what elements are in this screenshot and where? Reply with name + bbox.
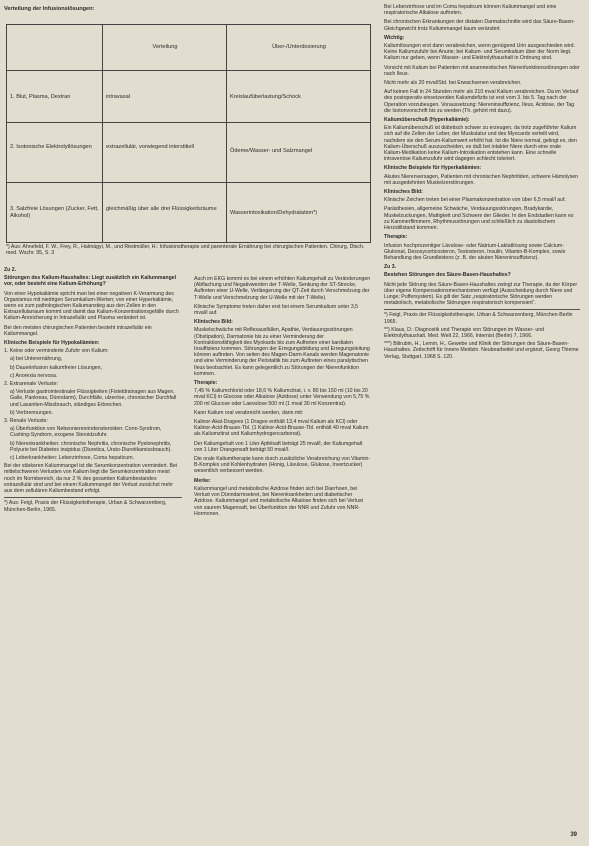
column-header-distribution: Verteilung <box>152 44 178 50</box>
list-item: 2. Extrarenale Verluste: <box>4 381 58 388</box>
table-row-label: 1. Blut, Plasma, Dextran <box>10 94 71 100</box>
section-heading: Therapie: <box>194 380 218 387</box>
section-heading: Merke: <box>194 477 211 484</box>
left-column <box>4 264 182 516</box>
table-cell-dosage: Wasserintoxikation/Dehydratation*) <box>230 210 318 216</box>
section-heading: Therapie: <box>384 234 408 241</box>
list-item: a) Verluste gastrointestinaler Flüssigkeiten (Fisteldrainagen aus Magen, Galle, Pankreas, Dünndarm), Durchfälle, ulzeröse, chronischer Durchfall und Laxantien-Missbrauch, ständiges Erbrechen. <box>10 389 177 408</box>
question-heading: Bestehen Störungen des Säure-Basen-Haushaltes? <box>384 272 511 279</box>
paragraph: Der Kaliumgehalt von 1 Liter Apfelsaft beträgt 25 mval/l, der Kaliumgehalt von 1 Liter Orangensaft beträgt 50 mval/l. <box>194 440 363 453</box>
paragraph: Kaliummangel und metabolische Azidose finden sich bei Diarrhoen, bei Verlust von Dünndarmsekret, bei Nierenkrankheiten und diabetischer Azidose. Kaliummangel und metabolische Alkalose finden sich bei Verlust von saurem Magensaft, bei Überfunktion der NNR und Zufuhr von NNR-Hormonen. <box>194 485 363 517</box>
list-item: b) Verbrennungen. <box>10 409 53 416</box>
footnote: *) Aus: Feigl, Praxis der Flüssigkeitstherapie, Urban & Schwarzenberg, München-Berlin, 1965. <box>4 497 182 512</box>
paragraph: Kalinor-Akal-Dragees (1 Dragee enthält 13,4 mval Kalium als KCl) oder Kalinor-Acid-Brause-Tbl. (1 Kalinor-Acid-Brause-Tbl. enthält 40 mval Kalium als Kaliumzitrat und Kaliumhydrogencarbonat). <box>194 419 369 438</box>
right-column <box>384 4 580 362</box>
paragraph: Die orale Kaliumtherapie kann durch zusätzliche Verabreichung von Vitamin-B-Komplex und Kohlenhydraten (Honig, Lävulose, Glukose, Invertzucker) wesentlich verbessert werden. <box>194 456 371 475</box>
paragraph: Auf keinen Fall in 24 Stunden mehr als 210 mval Kalium verabreichen. Da im Verlauf des postoperativ einsetzenden Kaliumdefizits ist erst vom 3. bis 5. Tag nach der Operation vorzubeugen. Voraussetzung: Niereninsuffizienz, Ileus, Acidose, der Tag die Isotonvorschrift bis zu werden (Th. gehört mit dazu). <box>384 89 579 114</box>
section-heading: Klinische Beispiele für Hyperkaliämien: <box>384 165 482 172</box>
footnote: ***) Bilirubin, H., Lemm, H., Gewebe und Klinik der Störungen des Säure-Basen-Haushaltes. Zeitschrift für Innere Medizin. Neubearbeitet und ergänzt, Georg Thieme Verlag, Stuttgart, 1968 S. 120. <box>384 341 579 360</box>
list-item: b) Dauerinfusion kaliumfreier Lösungen, <box>10 364 102 371</box>
table-cell-distribution: extrazellulär, vorwiegend interstitiell <box>106 144 194 150</box>
section-heading: Zu 3. <box>384 264 397 271</box>
list-item: 1. Keine oder verminderte Zufuhr von Kalium: <box>4 348 109 355</box>
paragraph: Muskelschwäche mit Reflexausfällen, Apathie, Verdauungsstörungen (Obstipation), Darmatonie bis zu einer Verminderung der Kontraktionsfähigkeit des Myokards bis zum Auftreten einer kardialen Insuffizienz kommen. Störungen der Erregungsbildung und Erregungsleitung können auftreten. Von seiten des Magen-Darm-Kanals werden Magenatonie und eine Verminderung der Peristaltik bis zum Auftreten eines paralytischen Ileus beobachtet. Es kann gelegentlich zu Störungen der Nierenfunktion kommen. <box>194 327 370 377</box>
paragraph: Vorsicht mit Kalium bei Patienten mit anamnestischen Nierenfunktionsstörungen oder nach Ileus. <box>384 64 580 77</box>
paragraph: Bei der stärkeren Kaliummangel ist die Serumkonzentration vermindert. Bei mittelschweren Verlusten von Kalium liegt die Serumkonzentration meist noch im Normbereich, da nur 2 % des gesamten Kaliumbestandes extrazellulär sind und bei einem Kaliummangel der Verlust zunächst mehr aus dem zellulären Kaliumbestand erfolgt. <box>4 463 177 495</box>
column-header-dosage: Über-/Unterdosierung <box>272 44 326 50</box>
section-heading: Wichtig: <box>384 34 405 41</box>
paragraph: Auch im EKG kommt es bei einem erhöhten Kaliumgehalt zu Veränderungen (Abflachung und Negativwerden der T-Welle, Senkung der ST-Strecke, Auftreten einer U-Welle, Verlängerung der QT-Zeit durch Verschmelzung der T-Welle und Verschmelzung der U-Welle mit der T-Welle). <box>194 276 371 301</box>
paragraph: Nicht jede Störung des Säure-Basen-Haushaltes zwingt zur Therapie, da der Körper über eigene Kompensationsmechanismen verfügt (Ausscheidung durch Niere und Lunge; Puffersystem). Es gilt der Satz „respiratorische Störungen werden metabolisch, metabolische Störungen respiratorisch kompensiert“. <box>384 281 578 307</box>
paragraph: Klinische Symptome treten daher erst bei einem Serumkalium unter 3,5 mval/l auf. <box>194 303 359 317</box>
table-footnote: *) Aus: Ahnefeld, F. W., Frey, R., Halmágyi, M., und Riedmüller, H.: Infusionstherapie und parenterale Ernährung bei chirurgischen Patienten. Chirurg, Dtsch. med. Wschr. 95, S. 3 <box>6 244 365 257</box>
paragraph: Von einer Hypokaliämie spricht man bei einer negativen K-Verarmung des Organismus mit niedrigen Serumkalium-Werten; von einer Hyperkaliämie, wenn es zum pathologischen Kaliumanstieg aus den Zellen in den Extrazellularraum kommt und damit das Kalium-Konzentrationsgefälle durch Kalium-Anreicherung in Intrazellulär und Plasma verändert ist. <box>4 290 179 322</box>
question-heading: Störungen des Kalium-Haushaltes: Liegt zusätzlich ein Kaliummangel vor, oder besteht eine Kalium-Erhöhung? <box>4 275 177 288</box>
table-cell-dosage: Ödeme/Wasser- und Salzmangel <box>230 148 313 154</box>
table-cell-distribution: gleichmäßig über alle drei Flüssigkeitsräume <box>106 206 217 212</box>
distribution-table <box>6 24 371 257</box>
footnote: **) Klaus, D.: Diagnostik und Therapie von Störungen im Wasser- und Elektrolythaushalt. Med. Welt 22, 1966, Internist (Berlin) 7, 1966. <box>384 326 545 339</box>
table-cell-distribution: intravasal <box>106 94 130 100</box>
paragraph: Kann Kalium oral verabreicht werden, dann mit: <box>194 409 304 416</box>
footnote: *) Feigl, Praxis der Flüssigkeitstherapie, Urban & Schwarzenberg, München-Berlin 1965. <box>384 312 573 325</box>
section-heading: Zu 2. <box>4 267 17 273</box>
table-row-label: 3. Salzfreie Lösungen (Zucker, Fett, Alkohol) <box>10 206 99 219</box>
paragraph: 7,45 % Kaliumchlorid oder 18,6 % Kaliumcitrat, i. v. 80 bis 150 ml (10 bis 20 mval KCl) in Glucose oder Alkalose (Azidose) unter Verwendung von 5,75 % 200 ml Glucose oder Laevulose 500 ml (1 mval 30 ml Konzentrat). <box>194 388 370 407</box>
list-item: c) Anorexia nervosa. <box>10 372 58 379</box>
list-heading: Klinische Beispiele für Hypokaliämien: <box>4 340 100 347</box>
table-title: Verteilung der Infusionslösungen: <box>4 6 95 12</box>
table-cell-dosage: Kreislaufüberlastung/Schock <box>230 94 301 100</box>
paragraph: Infusion hochprozentiger Lävulose- oder Natrium-Laktatlösung sowie Calcium-Glukonat, Desoxycorticosteron, Testosteron, Insulin, Vitamin-B-Komplex, sowie Behandlung des Grundleidens (z. B. der akuten Niereninsuffizienz). <box>384 242 566 261</box>
section-heading: Kaliumüberschuß (Hyperkaliämie): <box>384 117 470 124</box>
page-number: 39 <box>570 832 577 838</box>
list-item: 3. Renale Verluste: <box>4 418 48 425</box>
table-row-label: 2. Isotonische Elektrolytlösungen <box>10 144 92 150</box>
paragraph: Kaliumlösungen erst dann verabreichen, wenn genügend Urin ausgeschieden wird. Keine Kaliumzufuhr bei Anurie; bei Kalium- und Serumkalium über der Norm liegt. Kalium nur geben, wenn Wasser- und Elektrolythaushalt in Ordnung sind. <box>384 43 575 62</box>
list-item: a) bei Unterernährung, <box>10 356 63 363</box>
paragraph: Ein Kaliumüberschuß ist diätetisch schwer zu erzeugen, da trotz zugeführter Kalium sich auf die Zellen der Leber, der Muskulatur und des Myocards verteilt wird, nachdem sie den Serum-Kaliumwert erhöht hat. Ist die Niere normal, gelingt es, den Kalium-Überschuß auszuscheiden, es daß bei intakter Niere durch eine orale Kalium-Medikation keine Kalium-Intoxikation entstehen kann. Eine schnelle intravenöse Kaliumzufuhr wird dagegen schlecht toleriert. <box>384 125 577 163</box>
list-item: c) Leberkrankheiten: Leberzirrhose, Coma hepaticum. <box>10 455 134 462</box>
section-heading: Klinisches Bild: <box>194 319 233 326</box>
middle-column <box>194 276 372 520</box>
footnotes <box>384 309 580 359</box>
section-heading: Klinisches Bild: <box>384 189 423 196</box>
list-item: a) Überfunktion von Nebennierenrindensteroiden: Conn-Syndrom, Cushing-Syndrom, exogene Steroidzufuhr. <box>10 426 162 439</box>
paragraph: Akutes Nierenversagen, Patienten mit chronischen Nephritiden, schwere Hämolysen mit ausgedehnten Muskelzerstörungen. <box>384 173 579 186</box>
paragraph: Parästhesien, allgemeine Schwäche, Verdauungsstörungen, Bradykardie, Muskelzuckungen, Mattigkeit und Schwere der Glieder. In den Endstadien kann es zu Kammerflimmern, Rhythmusstörungen und schließlich zu diastolischem Herzstillstand kommen. <box>384 206 574 232</box>
paragraph: Nicht mehr als 20 mval/Std. bei Erwachsenen verabreichen. <box>384 80 522 87</box>
paragraph: Bei chronischen Erkrankungen der distalen Darmabschnitte wird das Säure-Basen-Gleichgewicht trotz Kaliummangel kaum verändert. <box>384 19 575 32</box>
paragraph: Bei den meisten chirurgischen Patienten besteht intrazellulär ein Kaliummangel. <box>4 324 152 337</box>
paragraph: Bei Leberzirrhose und im Coma hepaticum können Kaliummangel und eine respiratorische Alkalose auftreten. <box>384 4 557 17</box>
paragraph: Klinische Zeichen treten bei einer Plasmakonzentration von über 6,5 mval/l auf. <box>384 197 566 204</box>
list-item: b) Nierenkrankheiten: chronische Nephritis, chronische Pyelonephritis, Polyurie bei Diabetes insipidus (Diuretica, Urato-Diuretikamissbrauch). <box>10 440 172 453</box>
